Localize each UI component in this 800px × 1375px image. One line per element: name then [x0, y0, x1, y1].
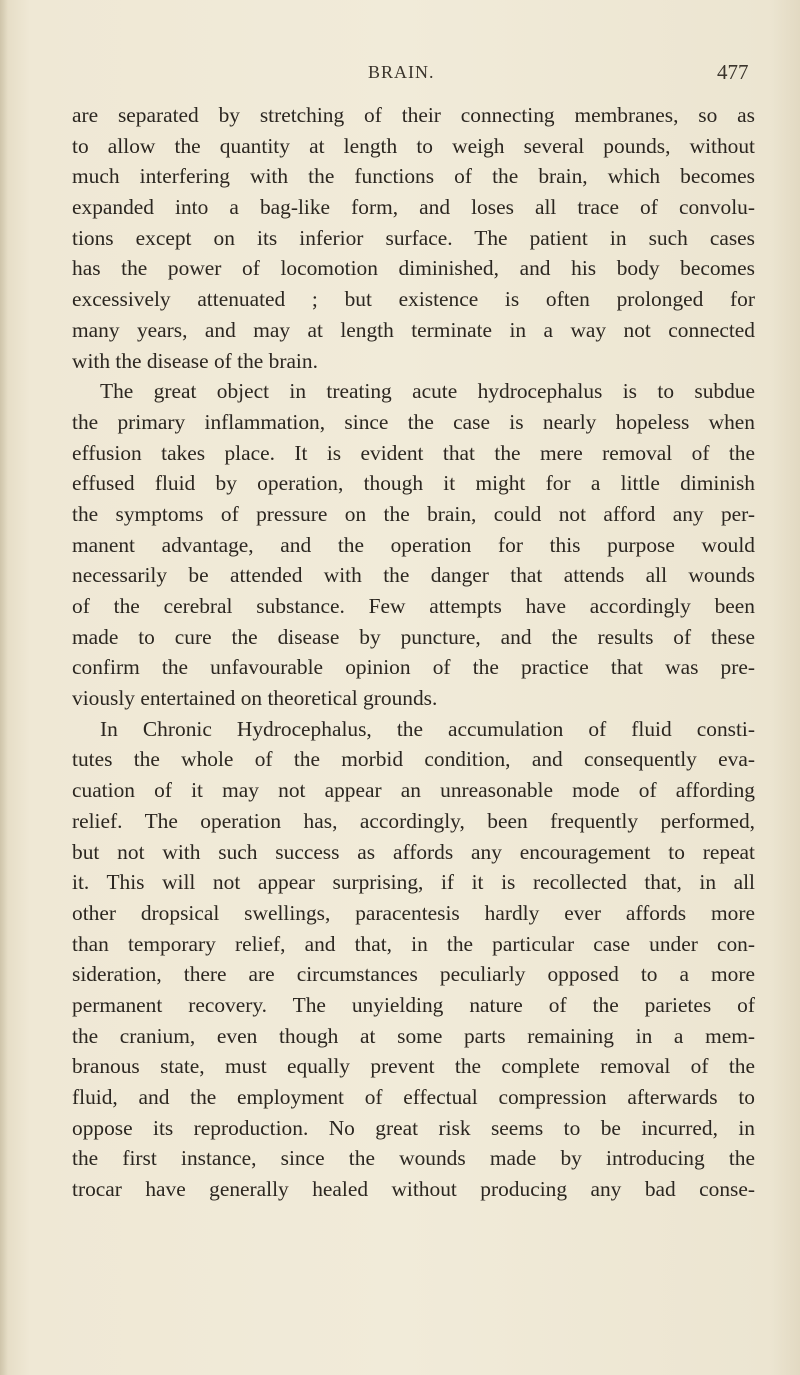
text-line: oppose its reproduction. No great risk seems to be incurred, in — [72, 1115, 755, 1140]
text-line: tutes the whole of the morbid condition, and consequently eva- — [72, 747, 755, 772]
text-line: the symptoms of pressure on the brain, could not afford any per- — [72, 501, 755, 526]
text-line: has the power of locomotion diminished, and his body becomes — [72, 256, 755, 281]
paragraph — [72, 714, 755, 1205]
text-line: effused fluid by operation, though it might for a little diminish — [72, 471, 755, 496]
text-line: viously entertained on theoretical grounds. — [72, 686, 438, 711]
text-line: are separated by stretching of their connecting membranes, so as — [72, 103, 755, 127]
running-title: BRAIN. — [368, 62, 435, 82]
text-line: it. This will not appear surprising, if it is recollected that, in all — [72, 870, 755, 895]
text-line: effusion takes place. It is evident that the mere removal of the — [72, 440, 755, 465]
text-line: relief. The operation has, accordingly, been frequently performed, — [72, 808, 755, 833]
text-line: but not with such success as affords any encouragement to repeat — [72, 839, 755, 864]
text-line: sideration, there are circumstances peculiarly opposed to a more — [72, 962, 755, 987]
text-line: made to cure the disease by puncture, and the results of these — [72, 624, 755, 649]
body-text — [72, 100, 755, 1205]
text-line: manent advantage, and the operation for this purpose would — [72, 532, 755, 557]
page-number: 477 — [717, 60, 749, 84]
text-line: necessarily be attended with the danger that attends all wounds — [72, 563, 755, 588]
text-line: trocar have generally healed without producing any bad conse- — [72, 1177, 755, 1202]
text-line: much interfering with the functions of the brain, which becomes — [72, 164, 755, 189]
text-line: branous state, must equally prevent the complete removal of the — [72, 1054, 755, 1079]
text-line: many years, and may at length terminate in a way not connected — [72, 317, 755, 342]
text-line: the cranium, even though at some parts remaining in a mem- — [72, 1023, 755, 1048]
text-line: than temporary relief, and that, in the particular case under con- — [72, 931, 755, 956]
text-line: with the disease of the brain. — [72, 348, 318, 373]
running-head — [0, 62, 800, 92]
text-line: the first instance, since the wounds made by introducing the — [72, 1146, 755, 1171]
paragraph — [72, 100, 755, 376]
text-line: to allow the quantity at length to weigh several pounds, without — [72, 133, 755, 158]
text-line: cuation of it may not appear an unreasonable mode of affording — [72, 778, 755, 803]
text-line: The great object in treating acute hydrocephalus is to subdue — [100, 379, 755, 404]
text-line: tions except on its inferior surface. The patient in such cases — [72, 225, 755, 250]
page-fold-shadow — [0, 0, 8, 1375]
text-line: excessively attenuated ; but existence is often prolonged for — [72, 287, 755, 312]
text-line: fluid, and the employment of effectual compression afterwards to — [72, 1085, 755, 1109]
text-line: of the cerebral substance. Few attempts have accordingly been — [72, 594, 755, 618]
text-line: the primary inflammation, since the case is nearly hopeless when — [72, 409, 755, 434]
text-line: confirm the unfavourable opinion of the practice that was pre- — [72, 655, 755, 680]
text-line: expanded into a bag-like form, and loses all trace of convolu- — [72, 195, 755, 220]
text-line: other dropsical swellings, paracentesis hardly ever affords more — [72, 900, 755, 925]
text-line: permanent recovery. The unyielding nature of the parietes of — [72, 992, 755, 1017]
text-line: In Chronic Hydrocephalus, the accumulation of fluid consti- — [100, 716, 755, 741]
paragraph — [72, 376, 755, 714]
